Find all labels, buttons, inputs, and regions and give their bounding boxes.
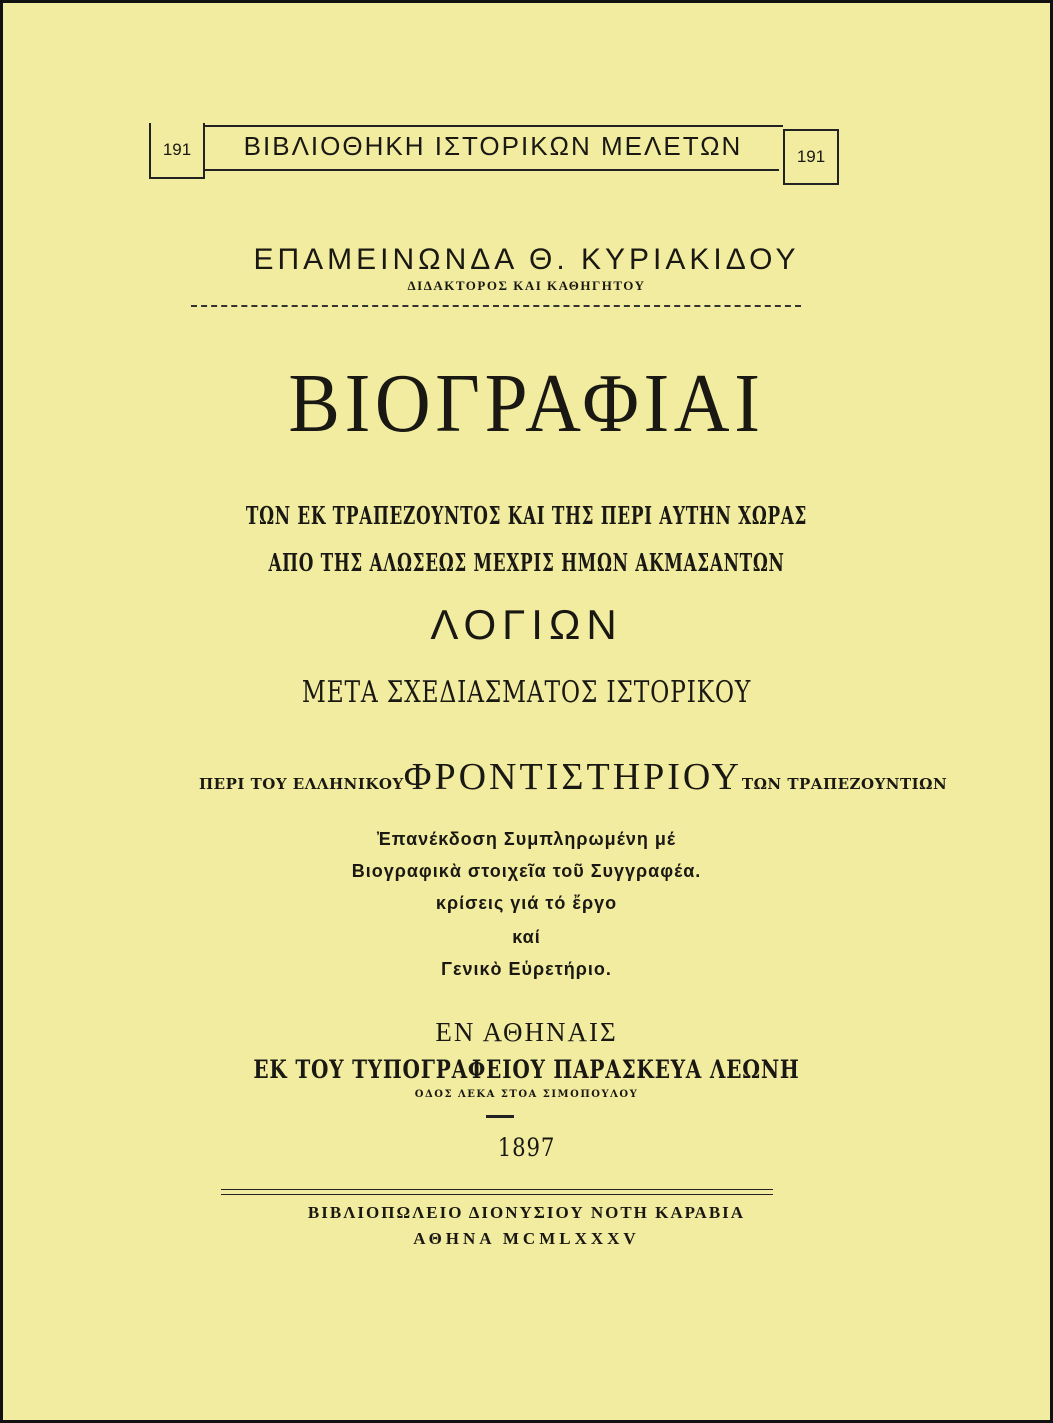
peri-right-text: ΤΩΝ ΤΡΑΠΕΖΟΥΝΤΙΩΝ [741, 775, 948, 793]
reissue-line-1: Ἐπανέκδοση Συμπληρωμένη μέ [377, 829, 676, 849]
subtitle-line-2: ΑΠΟ ΤΗΣ ΑΛΩΣΕΩΣ ΜΕΧΡΙΣ ΗΜΩΝ ΑΚΜΑΣΑΝΤΩΝ [268, 548, 785, 577]
series-number-right: 191 [783, 129, 839, 185]
reissue-line-3: κρίσεις γιά τό ἔργο [435, 893, 618, 913]
imprint-street: ΟΔΟΣ ΛΕΚΑ ΣΤΟΑ ΣΙΜΟΠΟΥΛΟΥ [414, 1089, 639, 1100]
imprint-place: ΕΝ ΑΘΗΝΑΙΣ [435, 1017, 618, 1047]
reissue-line-4: καί [512, 927, 541, 947]
series-rule-top [205, 125, 783, 127]
peri-center-text: ΦΡΟΝΤΙΣΤΗΡΙΟΥ [403, 756, 742, 798]
publisher-line-2: ΑΘΗΝΑ MCMLXXXV [413, 1229, 640, 1248]
subtitle-line-1: ΤΩΝ ΕΚ ΤΡΑΠΕΖΟΥΝΤΟΣ ΚΑΙ ΤΗΣ ΠΕΡΙ ΑΥΤΗΝ ΧΩΡΑΣ [245, 501, 808, 530]
peri-left-text: ΠΕΡΙ ΤΟΥ ΕΛΛΗΝΙΚΟΥ [199, 775, 404, 793]
author-name: ΕΠΑΜΕΙΝΩΝΔΑ Θ. ΚΥΡΙΑΚΙΔΟΥ [253, 243, 800, 276]
series-rule-bottom [205, 169, 779, 171]
main-title: ΒΙΟΓΡΑΦΙΑΙ [288, 357, 765, 450]
imprint-printer: ΕΚ ΤΟΥ ΤΥΠΟΓΡΑΦΕΙΟΥ ΠΑΡΑΣΚΕΥΑ ΛΕΩΝΗ [253, 1055, 800, 1084]
series-number-left: 191 [149, 123, 205, 179]
subtitle-logion: ΛΟΓΙΩΝ [430, 601, 623, 648]
subtitle-meta: ΜΕΤΑ ΣΧΕΔΙΑΣΜΑΤΟΣ ΙΣΤΟΡΙΚΟΥ [301, 675, 752, 710]
publisher-divider [221, 1189, 773, 1195]
series-title: ΒΙΒΛΙΟΘΗΚΗ ΙΣΤΟΡΙΚΩΝ ΜΕΛΕΤΩΝ [243, 131, 743, 161]
imprint-dash [486, 1115, 514, 1118]
author-credentials: ΔΙΔΑΚΤΟΡΟΣ ΚΑΙ ΚΑΘΗΓΗΤΟΥ [407, 278, 646, 293]
reissue-line-5: Γενικὸ Εὑρετήριο. [441, 959, 612, 979]
imprint-year: 1897 [497, 1133, 556, 1162]
author-divider [191, 305, 801, 307]
publisher-line-1: ΒΙΒΛΙΟΠΩΛΕΙΟ ΔΙΟΝΥΣΙΟΥ ΝΟΤΗ ΚΑΡΑΒΙΑ [307, 1203, 746, 1222]
series-header [149, 123, 839, 179]
reissue-line-2: Βιογραφικὰ στοιχεῖα τοῦ Συγγραφέα. [351, 861, 702, 881]
subtitle-peri-row [199, 755, 948, 805]
